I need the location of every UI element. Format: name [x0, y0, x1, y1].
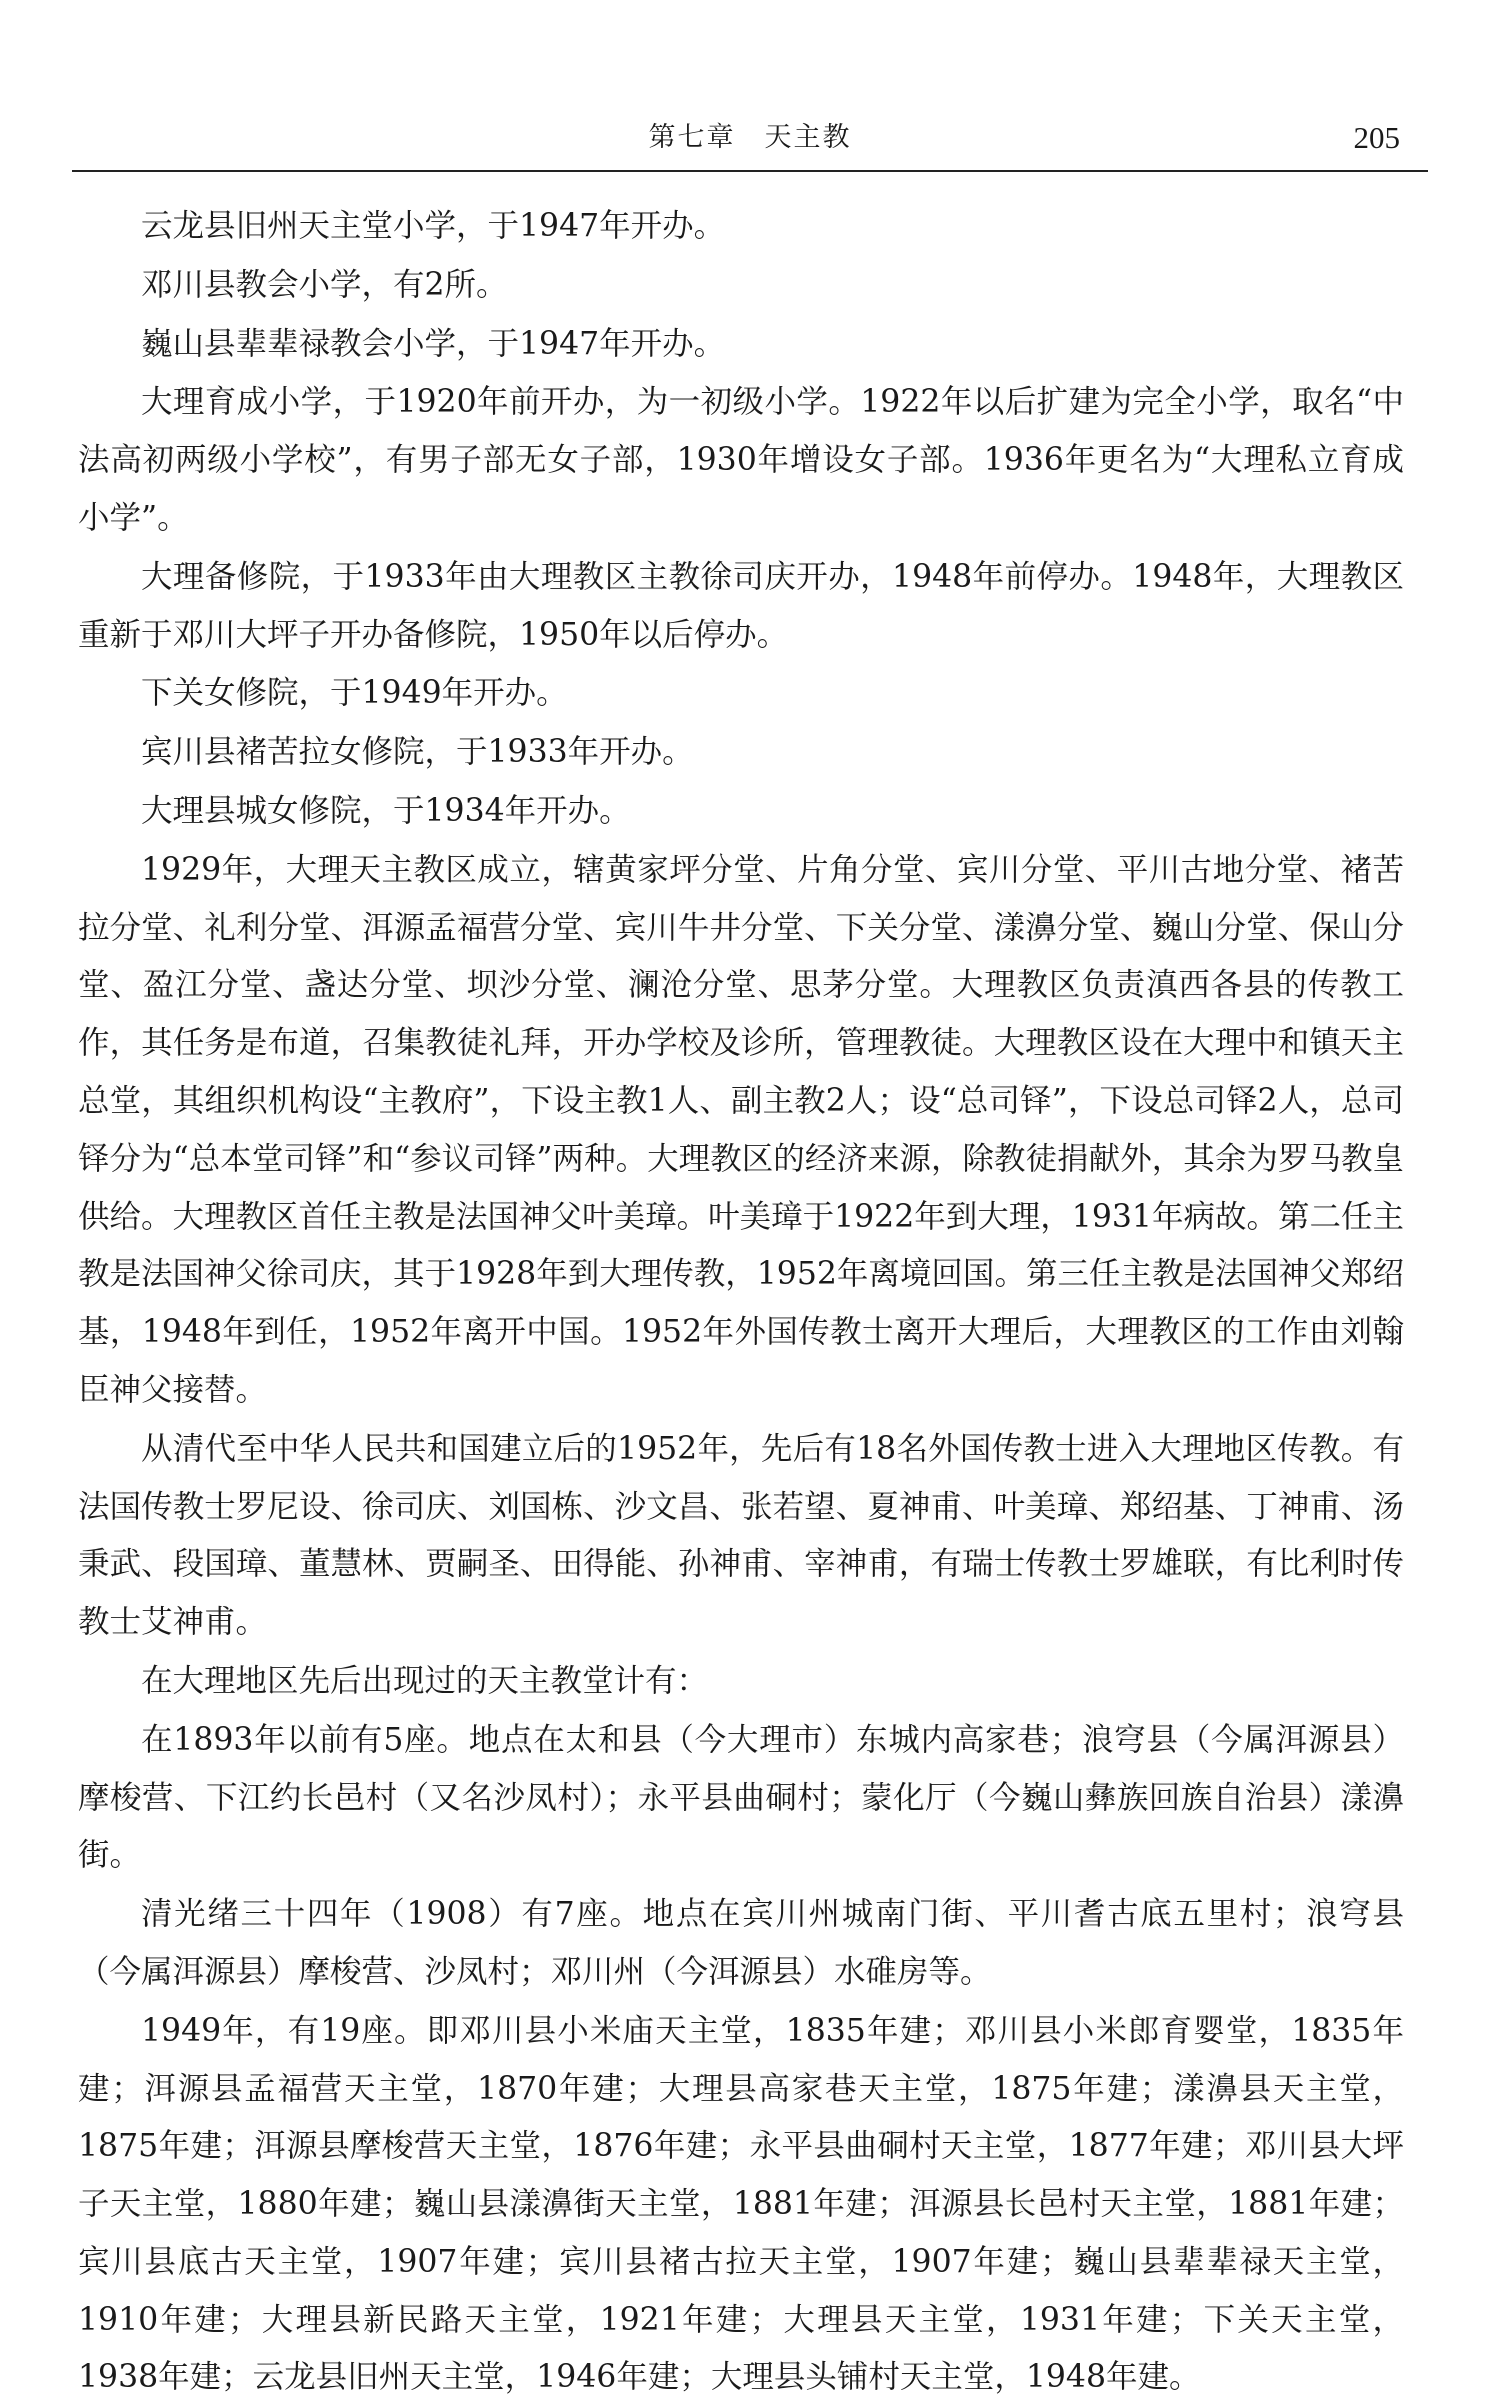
chapter-title: 第七章 天主教 — [648, 122, 852, 153]
paragraph: 宾川县褚苦拉女修院，于1933年开办。 — [141, 734, 694, 771]
paragraph: 邓川县教会小学，有2所。 — [141, 266, 508, 303]
paragraph: 1949年，有19座。即邓川县小米庙天主堂，1835年建；邓川县小米郎育婴堂，1835年建；洱源县孟福营天主堂，1870年建；大理县高家巷天主堂，1875年建；漾濞县天主堂，1875年建；洱源县摩梭营天主堂，1876年建；永平县曲硐村天主堂，1877年建；邓川县大坪子天主堂，1880年建；巍山县漾濞街天主堂，1881年建；洱源县长邑村天主堂，1881年建；宾川县底古天主堂，1907年建；宾川县褚古拉天主堂，1907年建；巍山县辈辈禄天主堂，1910年建；大理县新民路天主堂，1921年建；大理县天主堂，1931年建；下关天主堂，1938年建；云龙县旧州天主堂，1946年建；大理县头铺村天主堂，1948年建。 — [78, 2012, 1404, 2396]
paragraph: 1929年，大理天主教区成立，辖黄家坪分堂、片角分堂、宾川分堂、平川古地分堂、褚苦拉分堂、礼利分堂、洱源孟福营分堂、宾川牛井分堂、下关分堂、漾濞分堂、巍山分堂、保山分堂、盈江分堂、盏达分堂、坝沙分堂、澜沧分堂、思茅分堂。大理教区负责滇西各县的传教工作，其任务是布道，召集教徒礼拜，开办学校及诊所，管理教徒。大理教区设在大理中和镇天主总堂，其组织机构设“主教府”，下设主教1人、副主教2人；设“总司铎”，下设总司铎2人，总司铎分为“总本堂司铎”和“参议司铎”两种。大理教区的经济来源，除教徒捐献外，其余为罗马教皇供给。大理教区首任主教是法国神父叶美璋。叶美璋于1922年到大理，1931年病故。第二任主教是法国神父徐司庆，其于1928年到大理传教，1952年离境回国。第三任主教是法国神父郑绍基，1948年到任，1952年离开中国。1952年外国传教士离开大理后，大理教区的工作由刘翰臣神父接替。 — [78, 851, 1404, 1408]
paragraph: 在1893年以前有5座。地点在太和县（今大理市）东城内高家巷；浪穹县（今属洱源县）摩梭营、下江约长邑村（又名沙凤村）；永平县曲硐村；蒙化厅（今巍山彝族回族自治县）漾濞街。 — [78, 1721, 1404, 1874]
paragraph: 大理备修院，于1933年由大理教区主教徐司庆开办，1948年前停办。1948年，大理教区重新于邓川大坪子开办备修院，1950年以后停办。 — [78, 558, 1404, 653]
paragraph: 下关女修院，于1949年开办。 — [141, 675, 568, 712]
paragraph: 大理育成小学，于1920年前开办，为一初级小学。1922年以后扩建为完全小学，取名“中法高初两级小学校”，有男子部无女子部，1930年增设女子部。1936年更名为“大理私立育成小学”。 — [78, 384, 1404, 536]
paragraph: 在大理地区先后出现过的天主教堂计有： — [141, 1662, 709, 1699]
page-number: 205 — [1353, 120, 1400, 155]
paragraph: 大理县城女修院，于1934年开办。 — [141, 792, 631, 829]
running-header — [72, 118, 1428, 162]
header-divider — [72, 170, 1428, 172]
paragraph: 巍山县辈辈禄教会小学，于1947年开办。 — [141, 325, 726, 362]
body-text — [78, 198, 1404, 2408]
paragraph: 云龙县旧州天主堂小学，于1947年开办。 — [141, 208, 726, 244]
paragraph: 清光绪三十四年（1908）有7座。地点在宾川州城南门街、平川耆古底五里村；浪穹县（今属洱源县）摩梭营、沙凤村；邓川州（今洱源县）水碓房等。 — [78, 1896, 1404, 1990]
paragraph: 从清代至中华人民共和国建立后的1952年，先后有18名外国传教士进入大理地区传教。有法国传教士罗尼设、徐司庆、刘国栋、沙文昌、张若望、夏神甫、叶美璋、郑绍基、丁神甫、汤秉武、段国璋、董慧林、贾嗣圣、田得能、孙神甫、宰神甫，有瑞士传教士罗雄联，有比利时传教士艾神甫。 — [78, 1430, 1404, 1641]
